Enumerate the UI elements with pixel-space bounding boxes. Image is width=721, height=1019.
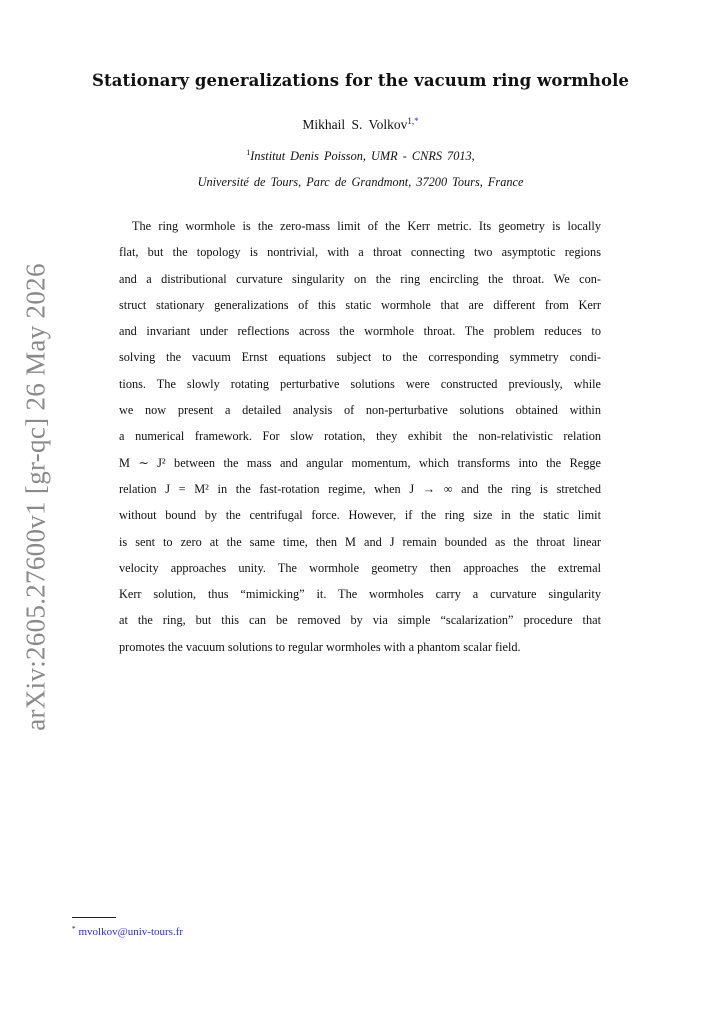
abstract-line: promotes the vacuum solutions to regular wormholes with a phantom scalar field.	[119, 639, 521, 654]
affiliation-line-1	[0, 148, 721, 164]
footnote-mark: *	[72, 925, 76, 933]
abstract-line: without bound by the centrifugal force. However, if the ring size in the static limit	[119, 508, 601, 523]
abstract-line: tions. The slowly rotating perturbative solutions were constructed previously, while	[119, 376, 601, 391]
affiliation-text-1: Institut Denis Poisson, UMR - CNRS 7013,	[250, 149, 475, 163]
abstract-line: we now present a detailed analysis of non-perturbative solutions obtained within	[119, 403, 601, 418]
abstract-line: flat, but the topology is nontrivial, with a throat connecting two asymptotic regions	[119, 245, 601, 260]
affiliation-text-2: Université de Tours, Parc de Grandmont, 37200 Tours, France	[197, 175, 524, 189]
arxiv-stamp: arXiv:2605.27600v1 [gr-qc] 26 May 2026	[20, 263, 51, 731]
abstract-line: solving the vacuum Ernst equations subject to the corresponding symmetry condi-	[119, 350, 601, 365]
author-affil-mark: 1,	[407, 116, 415, 126]
email-link[interactable]: mvolkov@univ-tours.fr	[78, 926, 184, 938]
abstract-line: struct stationary generalizations of this static wormhole that are different from Kerr	[119, 297, 601, 312]
abstract-line: a numerical framework. For slow rotation, they exhibit the non-relativistic relation	[119, 429, 601, 444]
abstract-line: at the ring, but this can be removed by via simple “scalarization” procedure that	[119, 613, 601, 628]
affiliation-mark: 1	[246, 148, 251, 157]
author-star-link[interactable]: *	[414, 116, 419, 126]
abstract	[119, 218, 601, 665]
paper-title: Stationary generalizations for the vacuum ring wormhole	[91, 71, 630, 90]
abstract-line: and invariant under reflections across the wormhole throat. The problem reduces to	[119, 324, 601, 339]
abstract-line: and a distributional curvature singularity on the ring encircling the throat. We con-	[119, 271, 601, 286]
abstract-line: The ring wormhole is the zero-mass limit of the Kerr metric. Its geometry is locally	[132, 219, 601, 233]
abstract-line: velocity approaches unity. The wormhole geometry then approaches the extremal	[119, 560, 601, 575]
footnote-rule	[72, 917, 116, 918]
author-line	[0, 116, 721, 133]
abstract-line: relation J = M² in the fast-rotation regime, when J → ∞ and the ring is stretched	[119, 481, 601, 496]
abstract-line: Kerr solution, thus “mimicking” it. The wormholes carry a curvature singularity	[119, 587, 601, 602]
affiliation-line-2	[0, 175, 721, 190]
abstract-line: is sent to zero at the same time, then M and J remain bounded as the throat linear	[119, 534, 601, 549]
author-name: Mikhail S. Volkov	[302, 117, 408, 132]
author-marks	[407, 116, 418, 126]
footnote	[72, 925, 183, 938]
abstract-line: M ∼ J² between the mass and angular momentum, which transforms into the Regge	[119, 455, 601, 470]
